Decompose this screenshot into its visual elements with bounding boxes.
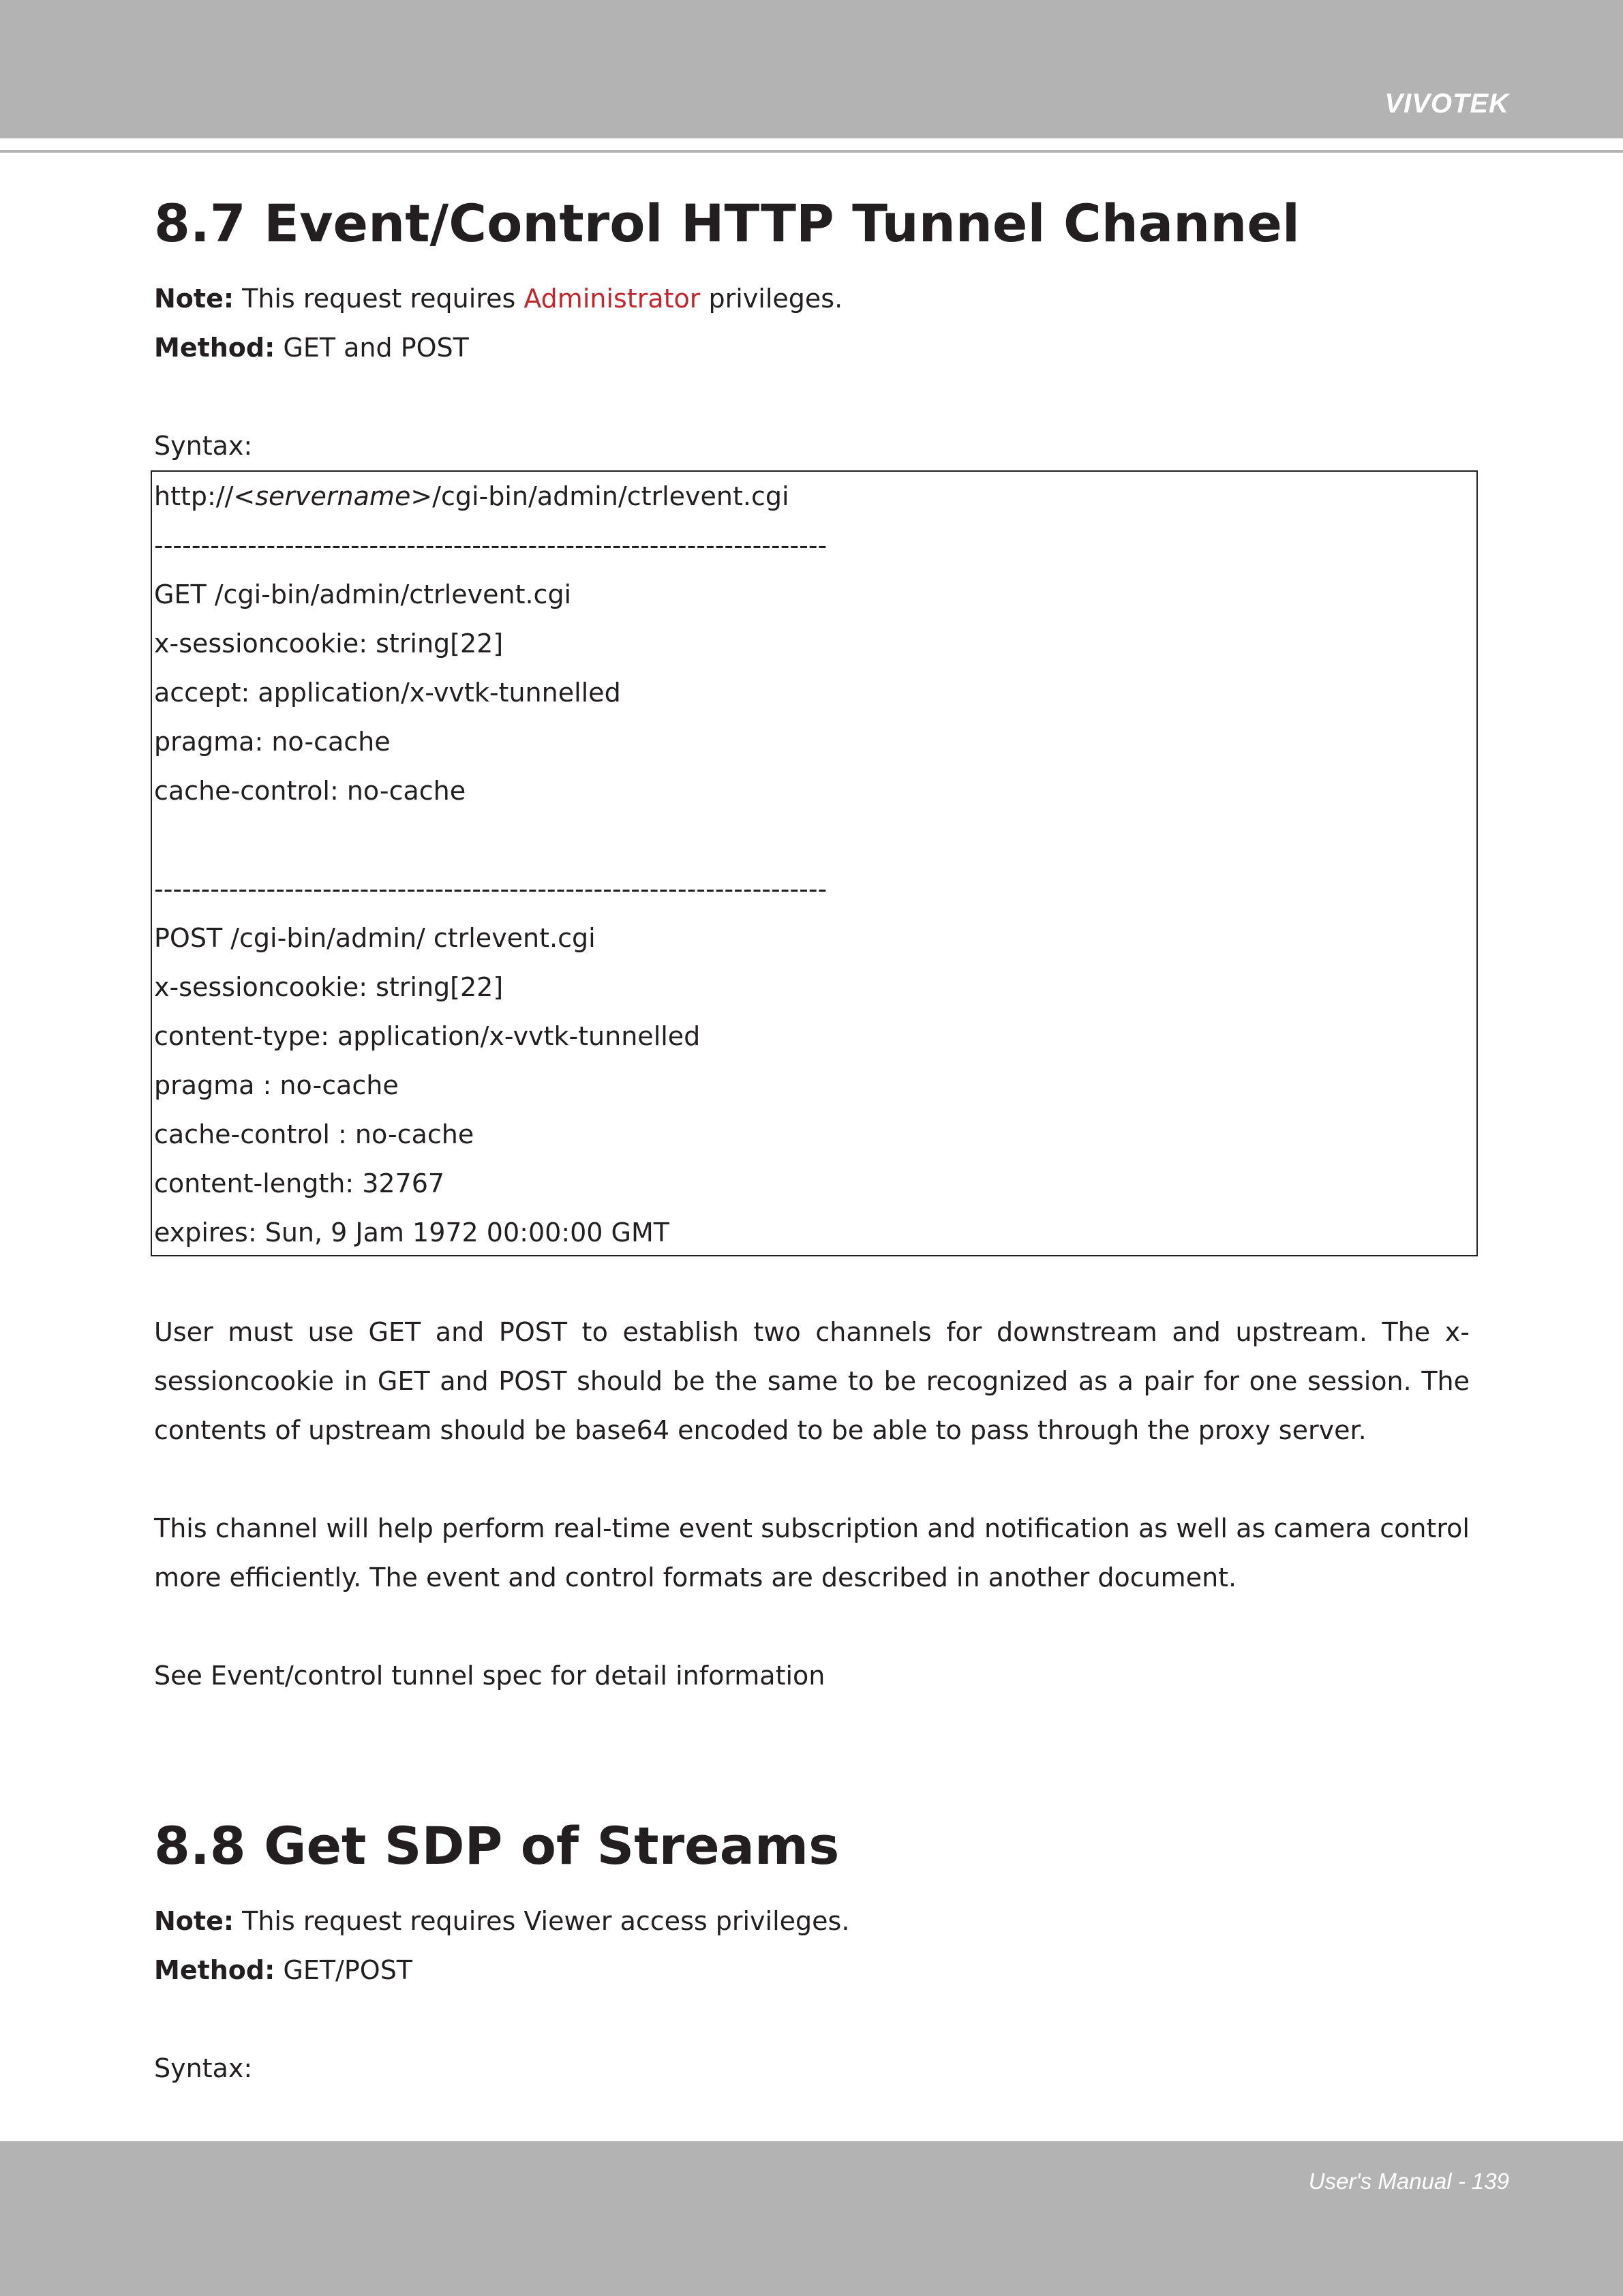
paragraph-channels: User must use GET and POST to establish two channels for downstream and upstream. The x-sessioncookie in GET and POST should be the same to be recognized as a pair for one session. The contents of upstream should be base64 encoded to be able to pass through the proxy server. [154,1317,1470,1445]
note-line [154,1905,849,1937]
note-text: This request requires Viewer access privileges. [234,1906,850,1936]
page-number: User's Manual - 139 [1308,2169,1509,2194]
url-variable: <servername> [233,481,433,511]
syntax-label: Syntax: [154,431,253,461]
paragraph-see-spec: See Event/control tunnel spec for detail information [154,1661,825,1691]
get-line: pragma: no-cache [154,727,391,757]
method-value: GET and POST [275,333,469,363]
get-line: cache-control: no-cache [154,776,466,806]
post-line: expires: Sun, 9 Jam 1972 00:00:00 GMT [154,1218,669,1248]
header-band [0,0,1623,138]
method-label: Method: [154,1955,275,1985]
get-line: GET /cgi-bin/admin/ctrlevent.cgi [154,579,572,609]
paragraph-realtime: This channel will help perform real-time event subscription and notification as well as camera control more efficiently. The event and control formats are described in another document. [154,1513,1470,1592]
url-prefix: http:// [154,481,234,511]
section-title: 8.7 Event/Control HTTP Tunnel Channel [154,193,1300,254]
separator-line: ------------------------------------------------------------------------ [154,874,828,904]
post-line: content-length: 32767 [154,1168,445,1198]
post-line: POST /cgi-bin/admin/ ctrlevent.cgi [154,923,596,953]
url-path: /cgi-bin/admin/ctrlevent.cgi [432,481,789,511]
post-line: x-sessioncookie: string[22] [154,972,504,1002]
note-label: Note: [154,1906,234,1936]
note-text: This request requires [234,284,524,314]
method-line [154,1954,412,1987]
get-line: accept: application/x-vvtk-tunnelled [154,678,621,708]
section-title: 8.8 Get SDP of Streams [154,1815,840,1876]
note-text-end: privileges. [700,284,843,314]
post-line: cache-control : no-cache [154,1119,474,1149]
syntax-label: Syntax: [154,2053,253,2083]
separator-line: ------------------------------------------------------------------------ [154,530,828,560]
method-value: GET/POST [275,1955,413,1985]
method-label: Method: [154,333,275,363]
privilege-level: Administrator [524,284,701,314]
get-line: x-sessioncookie: string[22] [154,629,504,659]
note-label: Note: [154,284,234,314]
post-line: pragma : no-cache [154,1070,399,1100]
header-rule [0,150,1623,153]
brand-logo: VIVOTEK [1384,89,1509,119]
note-line [154,282,843,315]
method-line [154,331,469,364]
syntax-url [154,480,789,513]
footer-band [0,2141,1623,2296]
post-line: content-type: application/x-vvtk-tunnelled [154,1021,701,1051]
